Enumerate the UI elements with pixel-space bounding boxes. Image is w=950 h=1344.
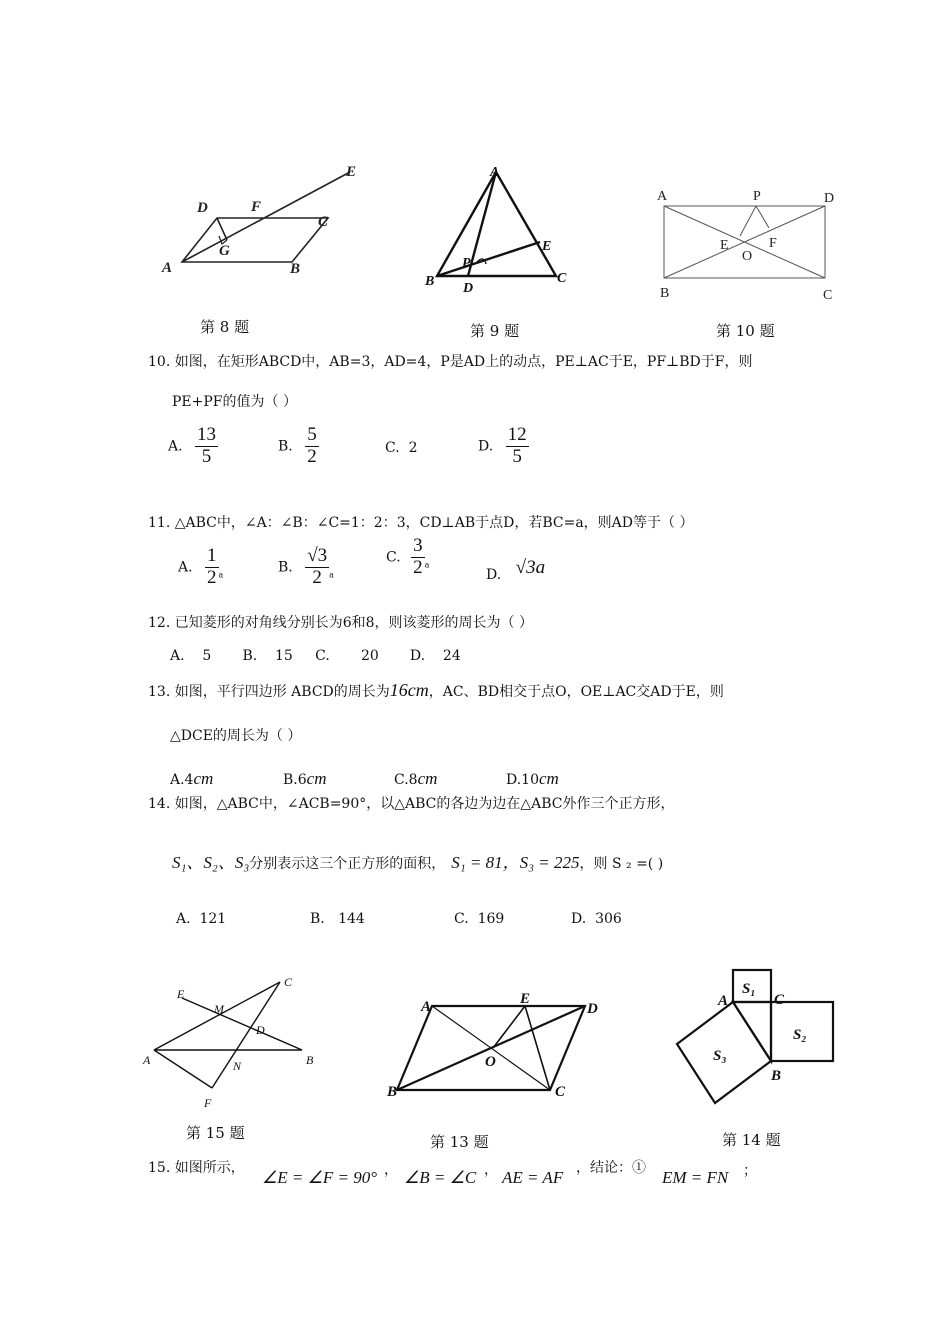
fig13-caption: 第 13 题 [430,1133,489,1151]
fig9-label-D: D [463,281,474,296]
q13-stem: 13. 如图，平行四边形 ABCD的周长为16cm，AC、BD相交于点O，OE⊥AC交AD于E，则 [148,680,724,700]
fig14-label-C: C [774,992,785,1008]
q15-condition-3: AE = AF [502,1168,564,1187]
fig15-label-M: M [214,1002,224,1016]
fig8-label-F: F [251,199,262,215]
figure-8 [160,160,370,290]
fig14-label-S2: S₂ [793,1027,807,1043]
q10-option-c: C. 2 [385,440,418,456]
fig8-label-A: A [162,260,173,276]
q11-option-d: D. √3a [486,557,546,583]
q10-option-d: D. $\frac{12}{5}$ [478,424,527,467]
fig15-label-C: C [284,975,293,989]
fig8-caption: 第 8 题 [200,318,250,336]
fig10-label-E: E [720,238,729,253]
q15-condition-1: ∠E = ∠F = 90° [262,1168,377,1187]
fig8-label-G: G [219,243,230,259]
q15-sep-1: ， [384,1162,398,1178]
figure-9 [420,160,580,300]
fig9-label-E: E [542,239,552,254]
q15-conclusion: ，结论：① [576,1160,646,1176]
fig8-label-D: D [197,200,208,216]
q11-option-c: C. $\frac{3}{2}$ $_a$ [386,535,430,578]
fig15-label-F: F [204,1096,212,1110]
fig10-label-F: F [769,236,777,251]
fig15-label-N: N [233,1059,242,1073]
q11-option-a: A. $\frac{1}{2}$ $_a$ [178,545,224,588]
fig15-label-A: A [143,1053,151,1067]
q10-option-b: B. $\frac{5}{2}$ [278,424,317,467]
fig9-label-C: C [557,271,567,286]
q15-condition-2: ∠B = ∠C [404,1168,477,1187]
fig10-label-D: D [824,191,835,206]
q10-stem: 10. 如图，在矩形ABCD中，AB=3，AD=4，P是AD上的动点，PE⊥AC于E，PF⊥BD于F，则 [148,354,753,370]
fig13-label-B: B [387,1084,398,1100]
q13-option-d: D.10cm [506,769,559,788]
q15-intro: 15. 如图所示， [148,1160,245,1176]
q15-end: ； [743,1163,757,1179]
q14-option-b: B. 144 [310,911,365,927]
q13-stem-cont: △DCE的周长为（ ） [170,728,302,744]
fig15-label-B: B [306,1053,314,1067]
q11-stem: 11. △ABC中，∠A：∠B：∠C=1：2：3，CD⊥AB于点D，若BC=a，则AD等于（ ） [148,515,694,531]
q14-stem: 14. 如图，△ABC中，∠ACB=90°，以△ABC的各边为边在△ABC外作三个正方形， [148,796,675,812]
fig14-label-S1: S₁ [742,981,756,997]
q12-stem: 12. 已知菱形的对角线分别长为6和8，则该菱形的周长为（ ） [148,615,533,631]
q14-option-a: A. 121 [176,911,227,927]
fig10-label-P: P [753,189,761,204]
figure-14 [665,960,845,1110]
q13-option-b: B.6cm [283,769,327,788]
fig9-label-P: P [462,256,471,271]
fig8-label-E: E [346,164,357,180]
fig13-label-A: A [421,999,432,1015]
fig13-label-C: C [555,1084,566,1100]
fig8-label-C: C [318,214,329,230]
fig13-label-E: E [520,991,531,1007]
fig9-label-B: B [425,274,435,289]
fig14-label-A: A [718,993,729,1009]
q13-option-c: C.8cm [394,769,438,788]
q14-stem-cont: S₁、S₂、S₃分别表示这三个正方形的面积， S₁ = 81，S₃ = 225，则 S ₂ =( ) [172,853,664,872]
fig15-label-D: D [256,1023,265,1037]
fig10-label-C: C [823,288,833,303]
q14-option-d: D. 306 [571,911,622,927]
figure-15 [140,970,330,1115]
figure-13 [385,990,615,1110]
figure-10 [650,180,850,305]
fig10-caption: 第 10 题 [716,322,775,340]
q15-sep-2: ， [484,1162,498,1178]
q15-conclusion-1: EM = FN [662,1168,729,1187]
q14-option-c: C. 169 [454,911,505,927]
q13-option-a: A.4cm [170,769,214,788]
q10-option-a: A. $\frac{13}{5}$ [168,424,217,467]
fig10-label-A: A [657,189,668,204]
fig14-label-S3: S₃ [713,1048,727,1064]
fig15-caption: 第 15 题 [186,1124,245,1142]
q11-option-b: B. $\frac{√3}{2}$ $_a$ [278,545,334,588]
fig9-caption: 第 9 题 [470,322,520,340]
fig13-label-O: O [485,1054,496,1070]
q12-options: A. 5 B. 15 C. 20 D. 24 [170,648,461,664]
fig13-label-D: D [587,1001,598,1017]
fig9-label-A: A [490,165,500,180]
fig14-caption: 第 14 题 [722,1131,781,1149]
fig10-label-O: O [742,249,753,264]
fig10-label-B: B [660,286,670,301]
q10-stem-cont: PE+PF的值为（ ） [172,394,297,410]
fig8-label-B: B [290,261,301,277]
fig14-label-B: B [771,1068,782,1084]
fig15-label-E: E [177,987,185,1001]
